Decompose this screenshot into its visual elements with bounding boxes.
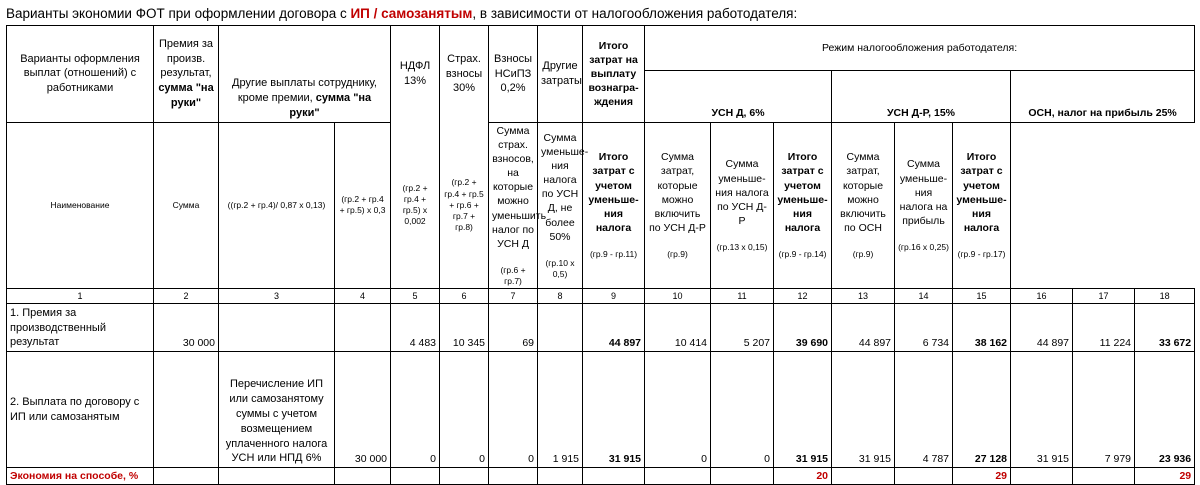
cell: 6 734 (895, 304, 953, 352)
cell: 30 000 (154, 304, 219, 352)
header-usn-d: УСН Д, 6% (645, 70, 832, 122)
header-col1: Варианты оформления выплат (отношений) с работниками (7, 26, 154, 123)
cell: 5 207 (711, 304, 774, 352)
header-usn-dr: УСН Д-Р, 15% (832, 70, 1011, 122)
header-col7-formula: (гр.2 + гр.4 + гр.5) х 0,002 (391, 122, 440, 289)
cell: 31 915 (1011, 352, 1073, 468)
header-col9: Итого затрат на выплату вознагра-ждения (583, 26, 645, 123)
col-number: 16 (1011, 289, 1073, 304)
col-number: 10 (645, 289, 711, 304)
cell: 0 (645, 352, 711, 468)
header-col3-name: Наименование (7, 122, 154, 289)
cell: 1 915 (538, 352, 583, 468)
cell: 38 162 (953, 304, 1011, 352)
header-col15: Итого затрат с учетом уменьше-ния налога (гр.9 - гр.14) (774, 122, 832, 289)
col-number: 2 (154, 289, 219, 304)
cell: 44 897 (1011, 304, 1073, 352)
cell: 0 (391, 352, 440, 468)
cell: Перечисление ИП или самозанятому суммы с учетом возмещением уплаченного налога УСН или НПД 6% (219, 352, 335, 468)
title-highlight: ИП / самозанятым (350, 6, 473, 21)
cell: 23 936 (1135, 352, 1195, 468)
cell (154, 352, 219, 468)
cell: 4 483 (391, 304, 440, 352)
cell: 11 224 (1073, 304, 1135, 352)
cell: 27 128 (953, 352, 1011, 468)
header-col6: Страх. взносы 30% (440, 26, 489, 123)
header-col7: Взносы НСиПЗ 0,2% (489, 26, 538, 123)
header-col4-sum: Сумма (154, 122, 219, 289)
col-number: 5 (391, 289, 440, 304)
col-number: 6 (440, 289, 489, 304)
cell: 33 672 (1135, 304, 1195, 352)
header-col13: Сумма затрат, которые можно включить по УСН Д-Р (гр.9) (645, 122, 711, 289)
col-number: 14 (895, 289, 953, 304)
table-row (7, 304, 1195, 352)
col-number: 7 (489, 289, 538, 304)
header-col18: Итого затрат с учетом уменьше-ния налога (гр.9 - гр.17) (953, 122, 1011, 289)
col-number: 17 (1073, 289, 1135, 304)
header-col5-formula: ((гр.2 + гр.4)/ 0,87 х 0,13) (219, 122, 335, 289)
cell: 39 690 (774, 304, 832, 352)
header-osn: ОСН, налог на прибыль 25% (1011, 70, 1195, 122)
col-number: 4 (335, 289, 391, 304)
header-col8: Другие затраты (538, 26, 583, 123)
col-number: 1 (7, 289, 154, 304)
cell: 10 414 (645, 304, 711, 352)
cell: 44 897 (583, 304, 645, 352)
header-col17: Сумма уменьше-ния налога на прибыль (гр.16 х 0,25) (895, 122, 953, 289)
cell: 0 (711, 352, 774, 468)
col-number: 11 (711, 289, 774, 304)
col-number: 13 (832, 289, 895, 304)
cell: 10 345 (440, 304, 489, 352)
col-number: 8 (538, 289, 583, 304)
cell: 0 (489, 352, 538, 468)
savings-table (6, 25, 1195, 485)
cell (538, 304, 583, 352)
col-number: 12 (774, 289, 832, 304)
header-col3: Другие выплаты сотруднику, кроме премии, сумма "на руки" (219, 26, 391, 123)
header-col5: НДФЛ 13% (391, 26, 440, 123)
header-col11: Сумма уменьше-ния налога по УСН Д, не более 50% (гр.10 х 0,5) (538, 122, 583, 289)
cell: 31 915 (774, 352, 832, 468)
title-text-end: , в зависимости от налогообложения работодателя: (472, 6, 798, 21)
header-col16: Сумма затрат, которые можно включить по ОСН (гр.9) (832, 122, 895, 289)
economy-osn: 29 (1135, 468, 1195, 485)
economy-usn-dr: 29 (953, 468, 1011, 485)
cell: 44 897 (832, 304, 895, 352)
cell: 31 915 (583, 352, 645, 468)
cell: 4 787 (895, 352, 953, 468)
column-numbers-row (7, 289, 1195, 304)
economy-label: Экономия на способе, % (7, 468, 154, 485)
header-col2: Премия за произв. результат, сумма "на руки" (154, 26, 219, 123)
page-title (6, 6, 797, 21)
cell: 7 979 (1073, 352, 1135, 468)
cell (335, 304, 391, 352)
row-label: 2. Выплата по договору с ИП или самозанятым (7, 352, 154, 468)
economy-usn-d: 20 (774, 468, 832, 485)
col-number: 18 (1135, 289, 1195, 304)
header-col6-formula: (гр.2 + гр.4 + гр.5) х 0,3 (335, 122, 391, 289)
table-row (7, 352, 1195, 468)
col-number: 3 (219, 289, 335, 304)
cell: 0 (440, 352, 489, 468)
header-regime: Режим налогообложения работодателя: (645, 26, 1195, 71)
col-number: 9 (583, 289, 645, 304)
cell: 69 (489, 304, 538, 352)
title-text: Варианты экономии ФОТ при оформлении договора с (6, 6, 351, 21)
cell: 30 000 (335, 352, 391, 468)
header-col14: Сумма уменьше-ния налога по УСН Д-Р (гр.13 х 0,15) (711, 122, 774, 289)
economy-row (7, 468, 1195, 485)
col-number: 15 (953, 289, 1011, 304)
header-col12: Итого затрат с учетом уменьше-ния налога (гр.9 - гр.11) (583, 122, 645, 289)
cell: 31 915 (832, 352, 895, 468)
header-col10: Сумма страх. взносов, на которые можно уменьшить налог по УСН Д (гр.6 + гр.7) (489, 122, 538, 289)
cell (219, 304, 335, 352)
row-label: 1. Премия за производственный результат (7, 304, 154, 352)
header-col9-formula: (гр.2 + гр.4 + гр.5 + гр.6 + гр.7 + гр.8) (440, 122, 489, 289)
